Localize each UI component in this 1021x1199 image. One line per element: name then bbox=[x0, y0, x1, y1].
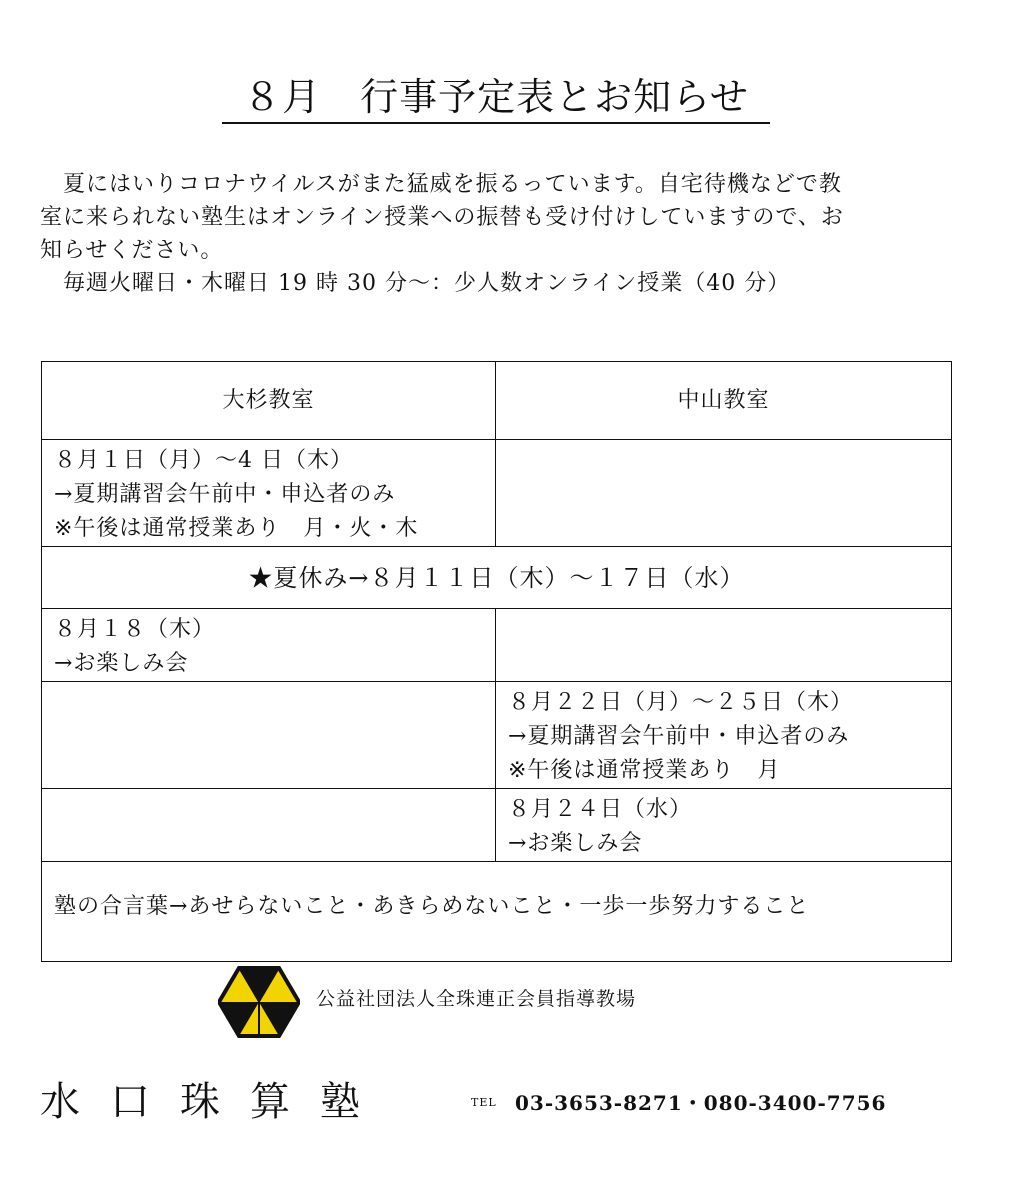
nakayama-empty-cell bbox=[496, 609, 952, 682]
tel-numbers: 03-3653-8271・080-3400-7756 bbox=[515, 1091, 887, 1115]
intro-section bbox=[40, 168, 960, 300]
nakayama-summer-course-cell: ８月２２日（月）～２５日（木） →夏期講習会午前中・申込者のみ ※午後は通常授業あり 月 bbox=[496, 682, 952, 789]
tel-label: TEL bbox=[471, 1096, 497, 1109]
table-row bbox=[42, 789, 952, 862]
osugi-party-cell: ８月１８（木） →お楽しみ会 bbox=[42, 609, 496, 682]
osugi-summer-course-cell: ８月１日（月）～4 日（木） →夏期講習会午前中・申込者のみ ※午後は通常授業あり 月・火・木 bbox=[42, 440, 496, 547]
header-nakayama-classroom: 中山教室 bbox=[496, 362, 952, 440]
school-name: 水口珠算塾 bbox=[40, 1079, 390, 1125]
intro-paragraph-online-class: 毎週火曜日・木曜日 19 時 30 分～：少人数オンライン授業（40 分） bbox=[40, 271, 791, 296]
table-row bbox=[42, 862, 952, 962]
school-motto: 塾の合言葉→あせらないこと・あきらめないこと・一歩一歩努力すること bbox=[42, 862, 952, 962]
page-title: ８月 行事予定表とお知らせ bbox=[222, 70, 770, 124]
summer-holiday-banner: ★夏休み→８月１１日（木）～１７日（水） bbox=[42, 547, 952, 609]
header-osugi-classroom: 大杉教室 bbox=[42, 362, 496, 440]
nakayama-empty-cell bbox=[496, 440, 952, 547]
association-label: 公益社団法人全珠連正会員指導教場 bbox=[316, 988, 637, 1010]
table-row bbox=[42, 682, 952, 789]
nakayama-party-cell: ８月２４日（水） →お楽しみ会 bbox=[496, 789, 952, 862]
table-row bbox=[42, 609, 952, 682]
zenshuren-emblem-icon bbox=[218, 966, 300, 1038]
table-row bbox=[42, 440, 952, 547]
schedule-table bbox=[41, 361, 952, 962]
osugi-empty-cell bbox=[42, 789, 496, 862]
osugi-empty-cell bbox=[42, 682, 496, 789]
table-row bbox=[42, 547, 952, 609]
intro-paragraph-notice: 夏にはいりコロナウイルスがまた猛威を振るっています。自宅待機などで教 室に来られない塾生はオンライン授業への振替も受け付けしていますので、お 知らせください。 bbox=[40, 172, 844, 263]
table-header-row bbox=[42, 362, 952, 440]
